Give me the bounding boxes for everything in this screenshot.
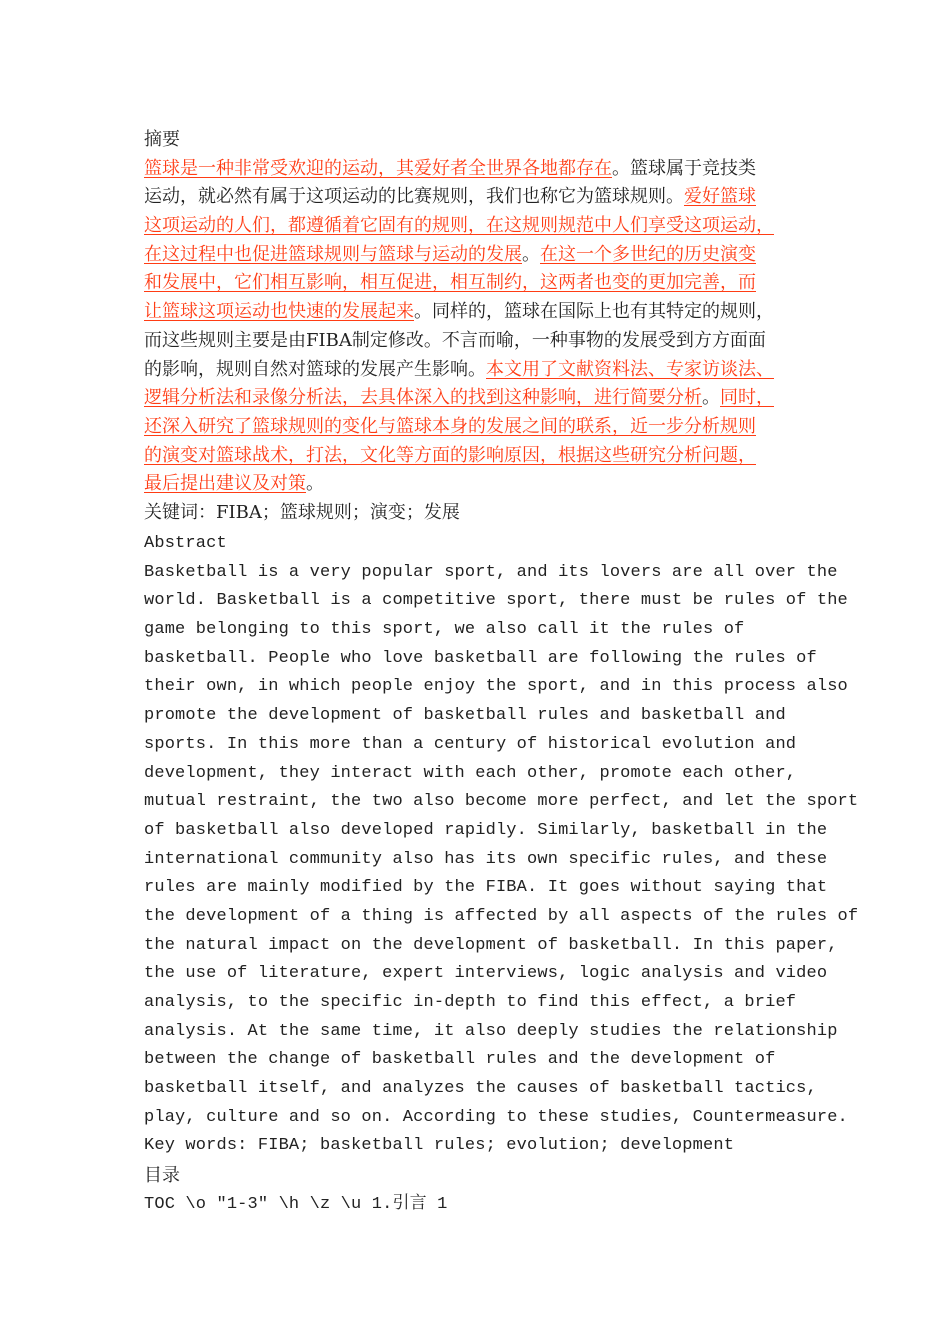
highlighted-text: 在这一个多世纪的历史演变	[540, 243, 756, 265]
abstract-en-line: world. Basketball is a competitive sport, there must be rules of the	[144, 591, 848, 611]
body-text: 。	[522, 243, 540, 265]
body-text: 。篮球属于竞技类	[612, 157, 756, 179]
abstract-en-line: basketball. People who love basketball are following the rules of	[144, 648, 817, 668]
abstract-en-line: the use of literature, expert interviews, logic analysis and video	[144, 964, 828, 984]
abstract-en-line: the natural impact on the development of basketball. In this paper,	[144, 935, 838, 955]
highlighted-text: 同时，	[720, 387, 774, 409]
abstract-en-heading: Abstract	[144, 534, 227, 553]
abstract-cn-line	[144, 183, 819, 212]
highlighted-text: 的演变对篮球战术，打法，文化等方面的影响原因，根据这些研究分析问题，	[144, 444, 756, 466]
abstract-en-line: sports. In this more than a century of historical evolution and	[144, 734, 797, 754]
abstract-cn-line	[144, 413, 819, 442]
abstract-en-body	[144, 559, 859, 1133]
abstract-cn-section	[144, 126, 819, 528]
abstract-en-line: mutual restraint, the two also become more perfect, and let the sport	[144, 792, 859, 812]
body-text: 。	[306, 473, 324, 495]
abstract-cn-body	[144, 155, 819, 499]
abstract-en-line: development, they interact with each other, promote each other,	[144, 763, 797, 783]
abstract-en-keywords: Key words: FIBA; basketball rules; evolution; development	[144, 1136, 735, 1156]
highlighted-text: 爱好篮球	[684, 186, 756, 208]
abstract-cn-line	[144, 298, 819, 327]
abstract-cn-line	[144, 241, 819, 270]
abstract-cn-keywords: 关键词：FIBA；篮球规则；演变；发展	[144, 501, 460, 523]
body-text: 。	[702, 387, 720, 409]
toc-heading: 目录	[144, 1165, 180, 1186]
highlighted-text: 还深入研究了篮球规则的变化与篮球本身的发展之间的联系，近一步分析规则	[144, 415, 756, 437]
abstract-cn-line	[144, 470, 819, 499]
highlighted-text: 本文用了文献资料法、专家访谈法、	[486, 358, 774, 380]
abstract-en-line: Basketball is a very popular sport, and its lovers are all over the	[144, 562, 838, 582]
highlighted-text: 让篮球这项运动也快速的发展起来	[144, 301, 414, 323]
abstract-en-line: game belonging to this sport, we also call it the rules of	[144, 620, 745, 640]
highlighted-text: 和发展中，它们相互影响，相互促进，相互制约，这两者也变的更加完善，而	[144, 272, 756, 294]
abstract-en-line: promote the development of basketball rules and basketball and	[144, 706, 786, 726]
highlighted-text: 最后提出建议及对策	[144, 473, 306, 495]
abstract-cn-heading: 摘要	[144, 129, 180, 150]
abstract-en-line: analysis, to the specific in-depth to find this effect, a brief	[144, 993, 797, 1012]
abstract-en-line: rules are mainly modified by the FIBA. It goes without saying that	[144, 878, 828, 898]
abstract-en-line: play, culture and so on. According to these studies, Countermeasure.	[144, 1107, 848, 1127]
abstract-cn-line	[144, 356, 819, 385]
abstract-en-line: analysis. At the same time, it also deeply studies the relationship	[144, 1021, 838, 1041]
body-text: 的影响，规则自然对篮球的发展产生影响。	[144, 358, 486, 380]
abstract-en-line: international community also has its own specific rules, and these	[144, 849, 828, 869]
body-text: 。同样的，篮球在国际上也有其特定的规则，	[414, 301, 774, 323]
abstract-cn-line	[144, 269, 819, 298]
abstract-en-section	[144, 530, 859, 1161]
body-text: 运动，就必然有属于这项运动的比赛规则，我们也称它为篮球规则。	[144, 186, 684, 208]
body-text: 而这些规则主要是由FIBA制定修改。不言而喻，一种事物的发展受到方方面面	[144, 329, 766, 351]
toc-section	[144, 1162, 819, 1219]
abstract-en-line: their own, in which people enjoy the sport, and in this process also	[144, 677, 848, 697]
highlighted-text: 在这过程中也促进篮球规则与篮球与运动的发展	[144, 243, 522, 265]
abstract-en-line: the development of a thing is affected by all aspects of the rules of	[144, 906, 859, 926]
abstract-cn-line	[144, 212, 819, 241]
toc-field-line: TOC \o "1-3" \h \z \u 1.引言 1	[144, 1194, 448, 1214]
abstract-cn-line	[144, 327, 819, 356]
abstract-cn-line	[144, 155, 819, 184]
abstract-en-line: between the change of basketball rules and the development of	[144, 1050, 776, 1070]
abstract-cn-line	[144, 384, 819, 413]
highlighted-text: 篮球是一种非常受欢迎的运动，其爱好者全世界各地都存在	[144, 157, 612, 179]
abstract-cn-line	[144, 442, 819, 471]
abstract-en-line: of basketball also developed rapidly. Similarly, basketball in the	[144, 820, 828, 840]
abstract-en-line: basketball itself, and analyzes the causes of basketball tactics,	[144, 1079, 817, 1099]
highlighted-text: 这项运动的人们，都遵循着它固有的规则，在这规则规范中人们享受这项运动，	[144, 215, 774, 237]
highlighted-text: 逻辑分析法和录像分析法，去具体深入的找到这种影响，进行简要分析	[144, 387, 702, 409]
